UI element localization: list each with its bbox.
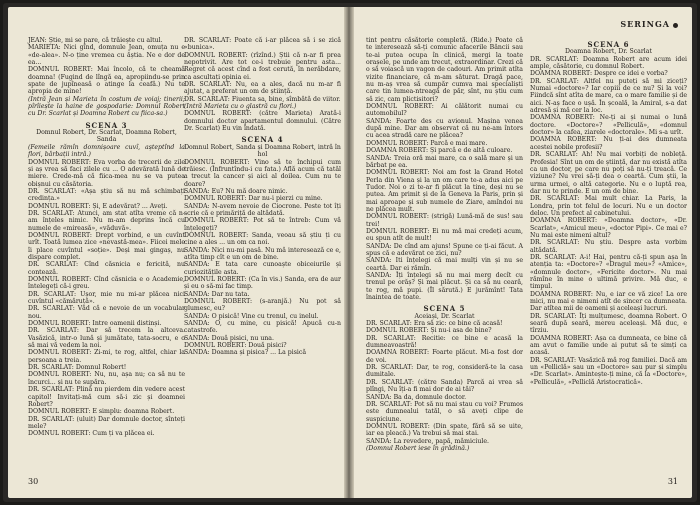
line: DR. SCARLAT: Atunci, am stat atîta vreme că n-am înțeles nimic. Nu m-am deprins încă cu numele de «mireasă», «văduvă». xyxy=(28,209,185,232)
scene-cast: Domnul Robert, Sanda și Doamna Robert, intră în hol xyxy=(184,143,341,159)
line: SANDA: La revedere, papă, mămiciule. xyxy=(366,437,489,445)
line: DOMNUL ROBERT: Vino să te închipui cum trăiesc. (Înfruntîndu-i cu fata.) Află acum că tatăl a trecut la cancer și aici al doilea. Cum nu te doare? xyxy=(184,158,341,188)
line: DOMNUL ROBERT: Noi am fost la Grand Hotel Perla din Viena și la un om care te-a adus aici pe Tudor. Noi o zi te-ar fi plăcut la tine, deși nu se putea. Am primit și de la Geneva la Paris, prin și mai aproape și sub numele de Ziare, amîndoi nu ne plăcea mult. xyxy=(366,169,523,213)
stage-direction: (Intră Marieta cu o glastră cu flori.) xyxy=(184,103,297,111)
line: DOAMNA ROBERT: Despre ce idei e vorba? xyxy=(530,70,668,78)
line: SANDA: Dar nu tata. xyxy=(184,290,250,298)
line: DR. SCARLAT: Mai mult chiar. La Paris, la Londra, prin tot felul de locuri. Nu e un doctor deloc. Un prefect al cabinetului. xyxy=(530,195,687,217)
line: SANDA: De cînd am ajuns! Spune ce ți-ai făcut. A spus că e adevărat ce zici, nu? xyxy=(366,242,523,257)
line: DOMNUL ROBERT: Zi-mi, te rog, altfel, chiar la persoana a treia. xyxy=(28,349,185,364)
right-page-column-2 xyxy=(530,37,687,386)
line: DOAMNA ROBERT: Așa ca dumneata, ce bine că am avut o familie unde ai putut să te simți ca acasă. xyxy=(530,334,687,357)
line: SANDA: Doamna și pisica? ... La pisică xyxy=(184,349,307,357)
line: DOMNUL ROBERT: Dar nu-i pierzi cu mine. xyxy=(184,195,323,203)
line: tint pentru căsătorie completă. (Ride.) Poate că te interesează să-ți comunic afacerile Băncii sau te-ai putea ocupa în clinică, mergi la toate orașele, pe unde am trecut, extraordinar. Crezi că o să voiască un vagon de cadouri. Am primit atîta vizite financiare, că m-am săturat. Dragă pace, nu m-aș vrea să cumpăr cumva mai specialiști care tin lumea-ntreagă de păr, sînt, nu știu cum să zic, cam plictisitori? xyxy=(366,37,523,103)
line: DOMNUL ROBERT: Eva vorba de trecerii de zile și aș vrea să faci zilele cu ... O adevărată lună de miere. Crede-mă că fiica-mea nu se va putea obișnui cu căsătoria. xyxy=(28,158,185,188)
scene-heading: SCENA 6 xyxy=(587,40,630,49)
line: DOAMNA ROBERT: Foarte plăcut. Mi-a fost dor de voi. xyxy=(366,349,523,364)
line: DR. SCARLAT: Plină nu pierdem din vedere acest capitol! Invitați-mă cum să-i zic și doamnei Robert? xyxy=(28,386,185,408)
line: DOMNUL ROBERT: Intre oamenii distinși. xyxy=(28,320,162,328)
line: DOMNUL ROBERT: Cînd căsnicia e o Academie, întelegeți că-i greu. xyxy=(28,276,185,291)
line: DOAMNA ROBERT: Nu ți-ai des dumneata acestei nobile profesii? xyxy=(530,136,687,151)
running-head-title: SERINGA xyxy=(620,19,670,29)
left-page xyxy=(8,7,344,498)
line: DOMNUL ROBERT: Drept vorbind, e un cuvînt urît. Toată lumea zice «nevastă-mea». Fiicei mele îi place cuvîntul «soție». Deși mai gingaș, nu dispare complet. xyxy=(28,231,185,261)
line: SANDA: O, cu mine, cu pisică! Apucă cu-n catastrofe. xyxy=(184,320,341,335)
line: DR. SCARLAT: (uluit) Dar domnule doctor, sînteți mele? xyxy=(28,415,185,430)
scene-heading: SCENA 5 xyxy=(423,304,466,314)
line: DR. SCARLAT: Era să zic: ce bine că acasă! xyxy=(366,320,503,328)
line: DR. SCARLAT: Ah! Nu mai vorbiți de nobleță. Profesia! Sînt un om de știință, dar nu există atîta ca un doctor, pe care nu poți să nu-ți treacă. Ce viziune? Nu vrei să-ți dea o ceartă. Cum știi, la urma urmei, o altă categorie. Nu e o luptă rea, dar nu te prinde. E un om de bine. xyxy=(530,151,687,195)
line: DOMNUL ROBERT: (Ca în vis.) Sanda, era de aur și eu o să-mi fac timp. xyxy=(184,276,341,291)
line: DOMNUL ROBERT: Mai încolo, că te cheamă doamna! (Fugind de lîngă ea, apropiindu-se prin spate de jupîneasă o atinge la ceafă.) Nu te apropia de mine! xyxy=(28,66,185,96)
book-spread xyxy=(3,3,697,502)
line: DR. SCARLAT: Recitie: ce bine e acasă la dumneavoastră! xyxy=(366,334,523,350)
line: DR. SCARLAT: «Așa știu să nu mă schimbați credința.» xyxy=(28,187,185,203)
line: DR. SCARLAT: Doamna Robert are acum idei ample, căsătorie, cu domnul Robert. xyxy=(530,55,687,71)
right-page-column-1 xyxy=(366,37,523,452)
line: DOAMNA ROBERT: Nu, e iar ce vă zice! La ore mici, nu mai e nimeni atît de sincer ca dumneata. Dar atîtea mii de oameni și aceleași lucruri. xyxy=(530,290,687,313)
stage-direction: (Intră Jean și Marieta în costum de voiaj; tinerii; pîrîiește la haine de gospodarie: Domnul Robert cu Dr. Scarlat și Doamna Robert cu fiica-sa.) xyxy=(28,95,185,118)
scene-heading: SCENA 4 xyxy=(241,135,284,145)
line: DOMNUL ROBERT: Parcă e mai mare. xyxy=(366,139,488,147)
line: DR. SCARLAT: Fiuenta sa, bine, sîmbătă de viitor. xyxy=(184,95,341,103)
line: JEAN: Știe, mi se pare, că trăiește cu altul. xyxy=(28,37,163,44)
line: DR. SCARLAT: Nu știu. Despre asta vorbim altădată. xyxy=(530,239,687,254)
line: MARIETA: Nici gînd, domnule Jean, omuța nu e «de-alea». N-o ține vremea cu ăștia. Ne e dor de ea... xyxy=(28,44,185,67)
line: DOMNUL ROBERT: (către Marieta) Arată-i domnului doctor apartamentul domnului. (Către Dr. Scarlat) Eu vin îndată. xyxy=(184,110,341,133)
line: DOMNUL ROBERT: Ei nu mă mai credeți acum, eu spun atît de mult! xyxy=(366,227,523,243)
line: DOMNUL ROBERT: (s-aranjă.) Nu pot să glumesc, eu? xyxy=(184,298,341,313)
scene-cast: Domnul Robert, Dr. Scarlat, Doamna Robert, Sanda xyxy=(36,129,177,144)
page-number: 31 xyxy=(667,477,678,486)
line: DR. SCARLAT: Nu, ea a ales, dacă nu m-ar fi ajutat, a preferat un om de știință. xyxy=(184,81,341,96)
line: DOMNUL ROBERT: Pot să te întreb: Cum vă înțelegeți? xyxy=(184,217,341,232)
scene-cast: Aceiași, Dr. Scarlat xyxy=(414,312,475,320)
line: DOMNUL ROBERT: Și, E adevărat? ... Aveți. xyxy=(28,202,168,210)
line: DR. SCARLAT: Ușor, mie nu mi-ar plăcea nici cuvîntul «cămăruță». xyxy=(28,290,185,306)
line: SANDA: Nici nu-mi pasă. Nu mă interesează ce e, atîta timp cît e un om de bine. xyxy=(184,246,341,261)
line: DOMNUL ROBERT: Nu, nu, așa nu; ca să nu te încurci... și nu te supăra. xyxy=(28,371,185,386)
line: DOMNUL ROBERT: Și nu-i asa de bine? xyxy=(366,327,492,335)
line: DR. SCARLAT: Cînd căsnicia e fericită, nu contează. xyxy=(28,261,185,276)
line: DOAMNA ROBERT: «Doamna doctor», «Dr. Scarlat», «Amicul meu», «doctor Pipi». Ce mai e? Nu mai este nimeni altul? xyxy=(530,217,687,239)
line: SANDA: Ba da, domnule doctor. xyxy=(366,393,467,401)
line: SANDA: Iti înțelegi că mai mulți vin și nu se ceartă. Dar ei rămîn. xyxy=(366,257,523,272)
line: SANDA: Îți înțelegi să nu mai merg decît cu trenul pe orăș? Și mai plăcut. Și ca să nu ceară, te rog, mă pupi. (Îl sărută.) E jurămînt! Tata înaintea de toate. xyxy=(366,272,523,302)
stage-direction: (Femeile rămîn domnișoare cuvî, așteptînd la flori, bărbații intră.) xyxy=(28,143,185,159)
bullet-icon xyxy=(673,23,678,28)
line: DOMNUL ROBERT: E simplu: doamna Robert. xyxy=(28,408,175,416)
line: SANDA: O pisică! Vine cu trenul, cu inelul. xyxy=(184,312,319,320)
line: SANDA: N-avem nevoie de Ciocrone. Peste tot îți scrie că e primăriță de altădată. xyxy=(184,202,341,217)
line: DR. SCARLAT: (către Sanda) Parcă ai vrea să plîngi, Nu îți-a fi mai dor de ai tăi? xyxy=(366,378,523,394)
line: DOMNUL ROBERT: (rîzînd.) Știi că n-ar fi prea nepotrivit. Are tot ce-i trebuie pentru asta... Regret că acest cînd a fost cerută, în nerăbdare, ca ascultați opinia ei. xyxy=(184,51,341,81)
line: DOMNUL ROBERT: Sanda, veoau să știu ți cu cine a ales ... un om ca noi. xyxy=(184,231,341,247)
page-number: 30 xyxy=(28,477,39,486)
line: SANDA: Două pisici, nu una. xyxy=(184,334,274,342)
line: DOMNUL ROBERT: (Din spate, fără să se uite, iar ea pleacă.) Va trebui să mai stai. xyxy=(366,422,523,438)
scene-cast: Doamna Robert, Dr. Scarlat xyxy=(565,48,652,56)
line: SANDA: Foarte des cu avionul. Mașina venea după mine. Dar am observat că nu ne-am întors cu acea stradă care ne plăcea? xyxy=(366,117,523,140)
line: DR. SCARLAT: Îți mulțumesc, doamna Robert. O seară după seară, mereu aceleași. Mă duc, e tîrziu. xyxy=(530,312,687,335)
left-page-column-2 xyxy=(184,37,341,357)
line: DR. SCARLAT: Domnul Robert! xyxy=(28,364,127,372)
line: DOMNUL ROBERT: Două pisici? xyxy=(184,342,287,350)
line: SANDA: Eu? Nu mă doare nimic. xyxy=(184,187,288,195)
line: DOMNUL ROBERT: Ai călătorit numai cu automobilul? xyxy=(366,103,523,118)
line: DR. SCARLAT: A-i! Hai, pentru că-ți spun așa în atenția ta: «Doctore»? «Dragul meu»? «Amice», «domnule doctor», «Fericite doctor». Nu mai rămîne în mine o ultimă privire. Mă duc, e timpul. xyxy=(530,253,687,291)
line: SANDA: E tata care cunoaște obiceiurile și curiozitățile asta. xyxy=(184,261,341,276)
line: DR. SCARLAT: Pot să nu mai stau cu voi? Frumos este dumnealui tatăl, o să aveți clipe de suspiciune. xyxy=(366,400,523,423)
line: DR. SCARLAT: Altfel nu puteți să mi ziceți? Numai «doctore»? Iar copiii de ce nu? Și la voi? Fiindcă sînt atîta de mare, ca o mare familie și de aici. N-aș face o ușă. În școală, la Amiral, s-a dat adresă și mă cer la loc. xyxy=(530,77,687,115)
line: DOMNUL ROBERT: (strigă) Lună-mă de sus! sau trei! xyxy=(366,213,523,228)
scene-heading: SCENA 3 xyxy=(85,120,128,130)
line: DR. SCARLAT: Poate că i-ar plăcea să i se zică «bunica». xyxy=(184,37,341,52)
line: DR. SCARLAT: Dar, te rog, consideră-te la casa dumitale. xyxy=(366,364,523,379)
right-page xyxy=(354,7,692,498)
line: DOMNUL ROBERT: Cum ți va plăcea ei. xyxy=(28,430,155,438)
line: SANDA: Treia oră mai mare, ca o sală mare și un bărbat pe ea. xyxy=(366,154,523,169)
left-page-column-1 xyxy=(28,37,185,438)
line: DOAMNA ROBERT: Și parcă e de altă culoare. xyxy=(366,147,513,155)
line: DR. SCARLAT: Vasăzică mă rog familiei. Dacă am un «Pelliclă» sau un «Doctore» sau pur și simplu «Dr. Scarlat». Amintește-ți mine, că la «Doctore», «Pelliculă», «Pelliclă Aristocratică». xyxy=(530,356,687,386)
line: DR. SCARLAT: Dar să trecem la altceva. Vasăzică, intr-o lună și jumătate, tata-socru, e o să mai vă vedem la noi. xyxy=(28,327,185,350)
stage-direction: (Domnul Robert iese în grădină.) xyxy=(366,444,470,452)
book-gutter xyxy=(344,7,354,498)
running-head xyxy=(620,19,678,29)
line: DOAMNA ROBERT: Ne-ți ai și numai o lună doctore. «Doctore»? «Pelliculă», «domnul doctor» la cafea, ziarele «doctorale». Mi s-a urît. xyxy=(530,114,687,137)
line: DR. SCARLAT: Văd că e nevoie de un vocabular nou. xyxy=(28,305,185,320)
